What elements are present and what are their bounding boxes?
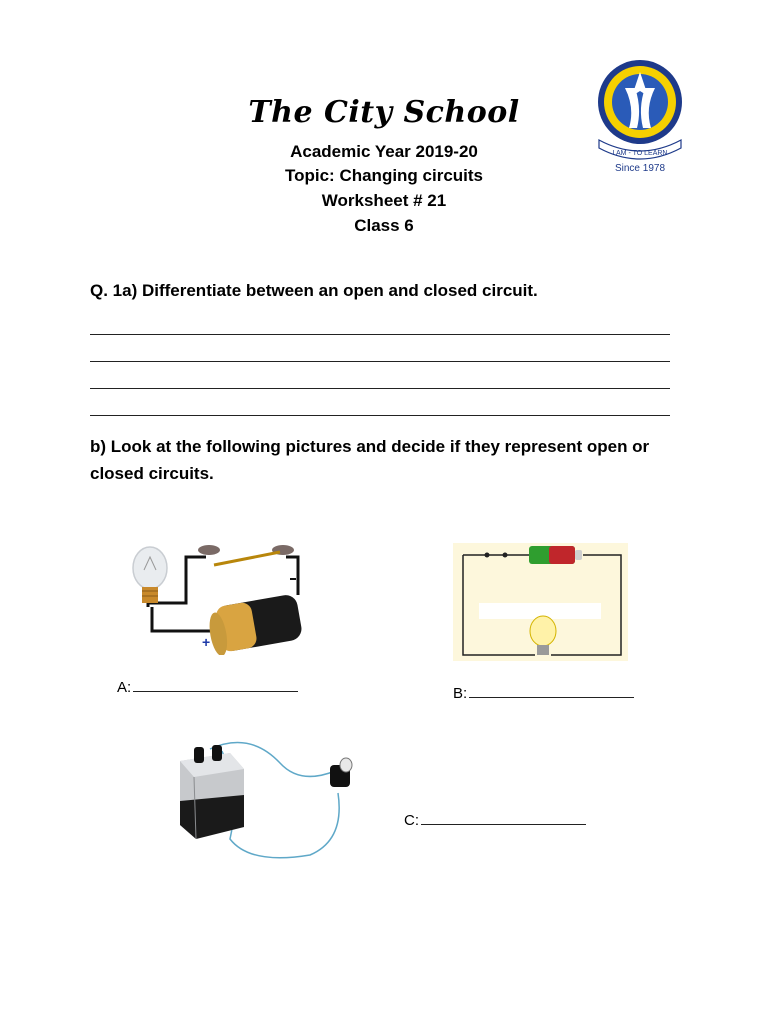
answer-b-blank[interactable] bbox=[469, 683, 634, 698]
question-1b-line2: closed circuits. bbox=[90, 464, 214, 483]
answer-b bbox=[453, 683, 634, 702]
school-logo bbox=[585, 58, 695, 176]
answer-line[interactable] bbox=[90, 388, 670, 389]
class-label: Class 6 bbox=[354, 216, 414, 235]
circuit-picture-b bbox=[453, 543, 628, 661]
circuit-picture-a bbox=[120, 535, 310, 655]
logo-since: Since 1978 bbox=[614, 163, 666, 174]
academic-year: Academic Year 2019-20 bbox=[290, 142, 478, 161]
svg-text:+: + bbox=[202, 634, 211, 650]
logo-motto: I AM - TO LEARN bbox=[612, 150, 668, 157]
answer-c-blank[interactable] bbox=[421, 810, 586, 825]
question-1a: Q. 1a) Differentiate between an open and closed circuit. bbox=[90, 281, 538, 300]
answer-a-blank[interactable] bbox=[133, 677, 298, 692]
topic: Topic: Changing circuits bbox=[284, 166, 484, 185]
school-name: The City School bbox=[248, 95, 520, 130]
answer-line[interactable] bbox=[90, 334, 670, 335]
circuit-picture-c bbox=[170, 735, 365, 865]
answer-c-label: C: bbox=[404, 812, 419, 829]
worksheet-number: Worksheet # 21 bbox=[321, 191, 447, 210]
answer-a bbox=[117, 677, 298, 696]
answer-line[interactable] bbox=[90, 415, 670, 416]
answer-c bbox=[404, 810, 586, 829]
answer-a-label: A: bbox=[117, 679, 132, 696]
answer-line[interactable] bbox=[90, 361, 670, 362]
answer-b-label: B: bbox=[453, 685, 468, 702]
question-1b-line1: b) Look at the following pictures and decide if they represent open or bbox=[90, 437, 650, 456]
